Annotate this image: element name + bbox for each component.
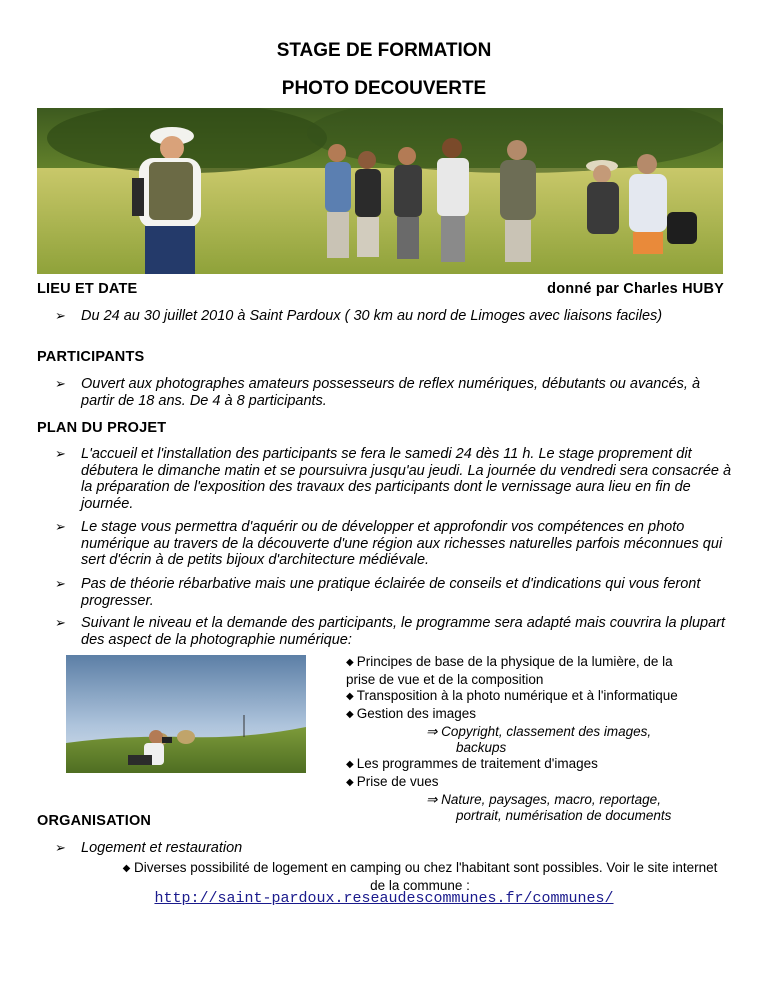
plan-item-4: Suivant le niveau et la demande des participants, le programme sera adapté mais couvrira la plupart des aspect de la photographie numérique: <box>81 615 725 648</box>
list-item <box>55 446 735 512</box>
participants-heading: PARTICIPANTS <box>37 349 145 365</box>
arrowhead-bullet-icon: ➢ <box>55 615 66 630</box>
arrowhead-bullet-icon: ➢ <box>55 376 66 391</box>
diamond-bullet-icon: ◆ <box>346 759 354 770</box>
arrowhead-bullet-icon: ➢ <box>55 519 66 534</box>
list-item: ◆ Gestion des images <box>346 706 477 721</box>
list-item: ◆ Principes de base de la physique de la lumière, de la <box>346 654 673 669</box>
title-line-1: STAGE DE FORMATION <box>276 40 492 61</box>
lieu-heading: LIEU ET DATE <box>37 281 138 297</box>
diamond-bullet-icon: ◆ <box>346 657 354 668</box>
participants-text: Ouvert aux photographes amateurs possesseurs de reflex numériques, débutants ou avancés, à partir de 18 ans. De 4 à 8 participants. <box>81 376 701 409</box>
list-item: ◆ Transposition à la photo numérique et à l'informatique <box>346 688 678 703</box>
author-credit: donné par Charles HUBY <box>547 281 724 297</box>
plan-item-2: Le stage vous permettra d'aquérir ou de développer et approfondir vos compétences en photo numérique au travers de la découverte d'une région aux richesses naturelles parfois méconnues qui sert d'écrin à de petits bijoux d'architecture médiévale. <box>81 519 723 568</box>
photographer-field-photo <box>66 655 306 773</box>
list-item-continuation: prise de vue et de la composition <box>346 672 544 687</box>
double-arrow-icon: ⇒ <box>426 724 438 739</box>
commune-website-link[interactable]: http://saint-pardoux.reseaudescommunes.fr/communes/ <box>154 890 614 907</box>
lieu-text: Du 24 au 30 juillet 2010 à Saint Pardoux ( 30 km au nord de Limoges avec liaisons faciles) <box>81 308 663 324</box>
program-list <box>346 654 746 824</box>
plan-heading: PLAN DU PROJET <box>37 420 167 436</box>
hikers-photo <box>37 108 723 274</box>
diamond-bullet-icon: ◆ <box>346 691 354 702</box>
arrowhead-bullet-icon: ➢ <box>55 576 66 591</box>
arrowhead-bullet-icon: ➢ <box>55 308 66 323</box>
diamond-bullet-icon: ◆ <box>346 777 354 788</box>
sub-list-item: ⇒ Nature, paysages, macro, reportage, portrait, numérisation de documents <box>426 792 672 823</box>
list-item <box>55 615 735 648</box>
list-item <box>55 840 735 857</box>
diamond-bullet-icon: ◆ <box>346 709 354 720</box>
logement-text: ◆ Diverses possibilité de logement en camping ou chez l'habitant sont possibles. Voir le site internet de la commune : <box>122 860 718 893</box>
list-item: ◆ Les programmes de traitement d'images <box>346 756 598 771</box>
list-item <box>55 519 735 569</box>
list-item <box>55 576 735 609</box>
list-item <box>55 308 735 325</box>
title-line-2: PHOTO DECOUVERTE <box>281 78 487 99</box>
plan-item-1: L'accueil et l'installation des participants se fera le samedi 24 dès 11 h. Le stage proprement dit débutera le dimanche matin et se poursuivra jusqu'au jeudi. La journée du vendredi sera consacrée à la préparation de l'exposition des travaux des participants dont le vernissage aura lieu en fin de journée. <box>81 446 732 512</box>
list-item: ◆ Prise de vues <box>346 774 439 789</box>
organisation-heading: ORGANISATION <box>37 813 152 829</box>
plan-item-3: Pas de théorie rébarbative mais une pratique éclairée de conseils et d'indications qui vous feront progresser. <box>81 576 701 609</box>
double-arrow-icon: ⇒ <box>426 792 438 807</box>
sub-list-item: ⇒ Copyright, classement des images, backups <box>426 724 652 755</box>
arrowhead-bullet-icon: ➢ <box>55 840 66 855</box>
organisation-item: Logement et restauration <box>81 840 243 856</box>
diamond-bullet-icon: ◆ <box>122 863 131 874</box>
list-item <box>55 376 735 409</box>
arrowhead-bullet-icon: ➢ <box>55 446 66 461</box>
